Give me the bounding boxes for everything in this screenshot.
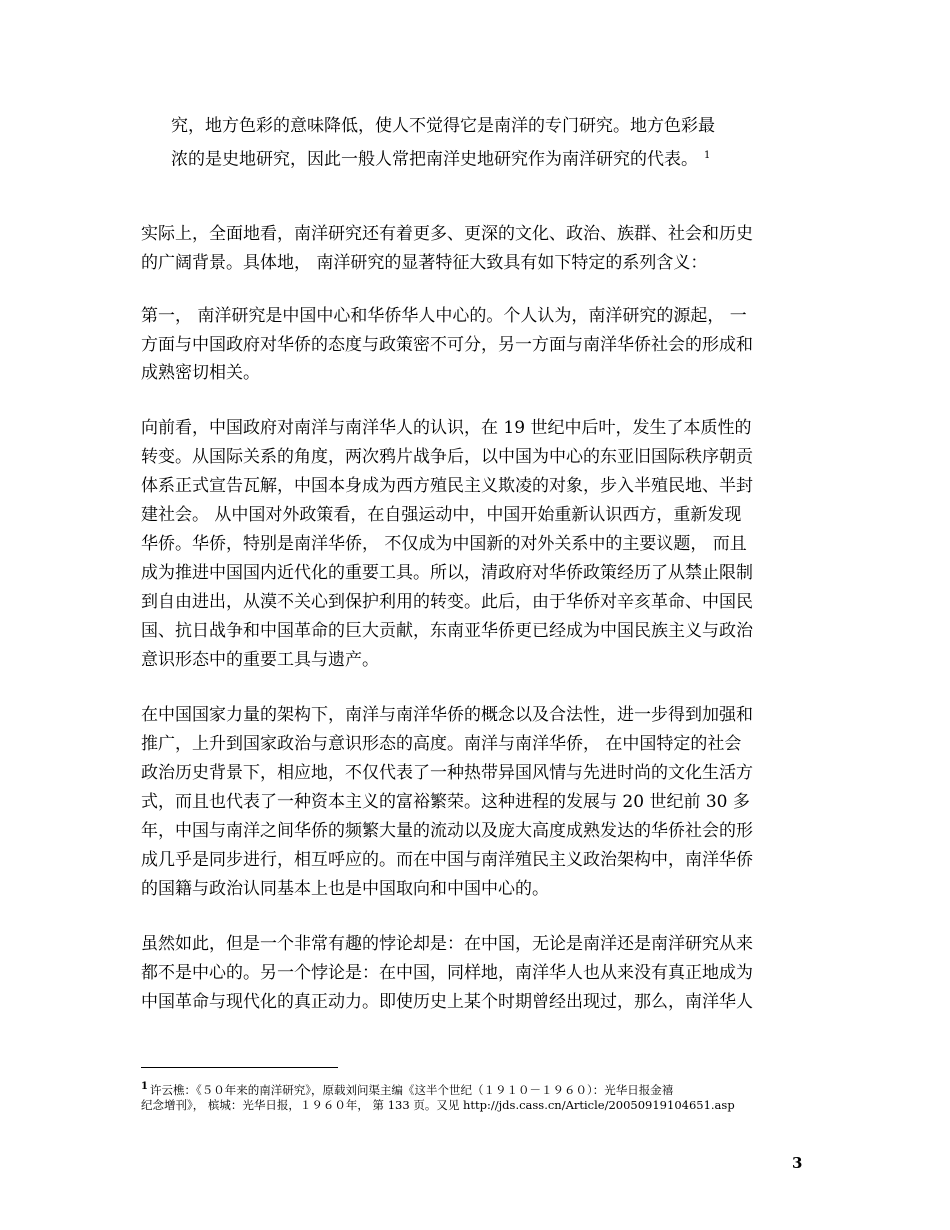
paragraph-3-line: 华侨。华侨，特别是南洋华侨， 不仅成为中国新的对外关系中的主要议题， 而且	[141, 534, 747, 554]
footnote-text: 许云樵：《５０年来的南洋研究》，原载刘问渠主编《这半个世纪（１９１０－１９６０）：光华日报金禧	[149, 1082, 674, 1097]
paragraph-3-line: 建社会。 从中国对外政策看，在自强运动中，中国开始重新认识西方，重新发现	[141, 505, 742, 525]
footnote-mark: 1	[141, 1081, 148, 1092]
paragraph-4-line: 成几乎是同步进行，相互呼应的。而在中国与南洋殖民主义政治架构中，南洋华侨	[141, 850, 753, 870]
quote-line: 究，地方色彩的意味降低，使人不觉得它是南洋的专门研究。地方色彩最	[171, 116, 715, 136]
footnote-reference: 1	[704, 150, 711, 161]
paragraph-3-line: 向前看，中国政府对南洋与南洋华人的认识，在 19 世纪中后叶，发生了本质性的	[141, 418, 752, 438]
quote-line-text: 浓的是史地研究，因此一般人常把南洋史地研究作为南洋研究的代表。	[171, 149, 698, 170]
paragraph-4-line: 年，中国与南洋之间华侨的频繁大量的流动以及庞大高度成熟发达的华侨社会的形	[141, 821, 753, 841]
paragraph-2-line: 第一， 南洋研究是中国中心和华侨华人中心的。个人认为，南洋研究的源起， 一	[141, 306, 747, 326]
paragraph-4-line: 政治历史背景下，相应地，不仅代表了一种热带异国风情与先进时尚的文化生活方	[141, 763, 753, 783]
paragraph-3-line: 意识形态中的重要工具与遗产。	[141, 650, 379, 670]
paragraph-3-line: 国、抗日战争和中国革命的巨大贡献，东南亚华侨更已经成为中国民族主义与政治	[141, 621, 753, 641]
paragraph-1-line: 实际上，全面地看，南洋研究还有着更多、更深的文化、政治、族群、社会和历史	[141, 224, 753, 244]
paragraph-2-line: 成熟密切相关。	[141, 363, 260, 383]
paragraph-2-line: 方面与中国政府对华侨的态度与政策密不可分，另一方面与南洋华侨社会的形成和	[141, 335, 753, 355]
paragraph-4-line: 在中国国家力量的架构下，南洋与南洋华侨的概念以及合法性，进一步得到加强和	[141, 705, 753, 725]
quote-line	[171, 146, 710, 170]
footnote-line	[141, 1080, 673, 1097]
paragraph-3-line: 到自由进出，从漠不关心到保护利用的转变。此后，由于华侨对辛亥革命、中国民	[141, 592, 753, 612]
paragraph-1-line: 的广阔背景。具体地， 南洋研究的显著特征大致具有如下特定的系列含义：	[141, 253, 708, 273]
paragraph-3-line: 转变。从国际关系的角度，两次鸦片战争后，以中国为中心的东亚旧国际秩序朝贡	[141, 447, 753, 467]
paragraph-4-line: 推广，上升到国家政治与意识形态的高度。南洋与南洋华侨， 在中国特定的社会	[141, 734, 742, 754]
paragraph-5-line: 都不是中心的。另一个悖论是：在中国，同样地，南洋华人也从来没有真正地成为	[141, 963, 753, 983]
footnote-line: 纪念增刊》， 槟城：光华日报，１９６０年， 第 133 页。又见 http://jds.cass.cn/Article/20050919104651.asp	[141, 1098, 735, 1112]
paragraph-5-line: 虽然如此，但是一个非常有趣的悖论却是：在中国，无论是南洋还是南洋研究从来	[141, 934, 753, 954]
paragraph-3-line: 体系正式宣告瓦解，中国本身成为西方殖民主义欺凌的对象，步入半殖民地、半封	[141, 476, 753, 496]
paragraph-4-line: 式，而且也代表了一种资本主义的富裕繁荣。这种进程的发展与 20 世纪前 30 多	[141, 792, 750, 812]
footnote-separator	[141, 1067, 338, 1068]
paragraph-3-line: 成为推进中国国内近代化的重要工具。所以，清政府对华侨政策经历了从禁止限制	[141, 563, 753, 583]
page-number: 3	[792, 1154, 803, 1172]
paragraph-5-line: 中国革命与现代化的真正动力。即使历史上某个时期曾经出现过，那么，南洋华人	[141, 992, 753, 1012]
paragraph-4-line: 的国籍与政治认同基本上也是中国取向和中国中心的。	[141, 879, 549, 899]
